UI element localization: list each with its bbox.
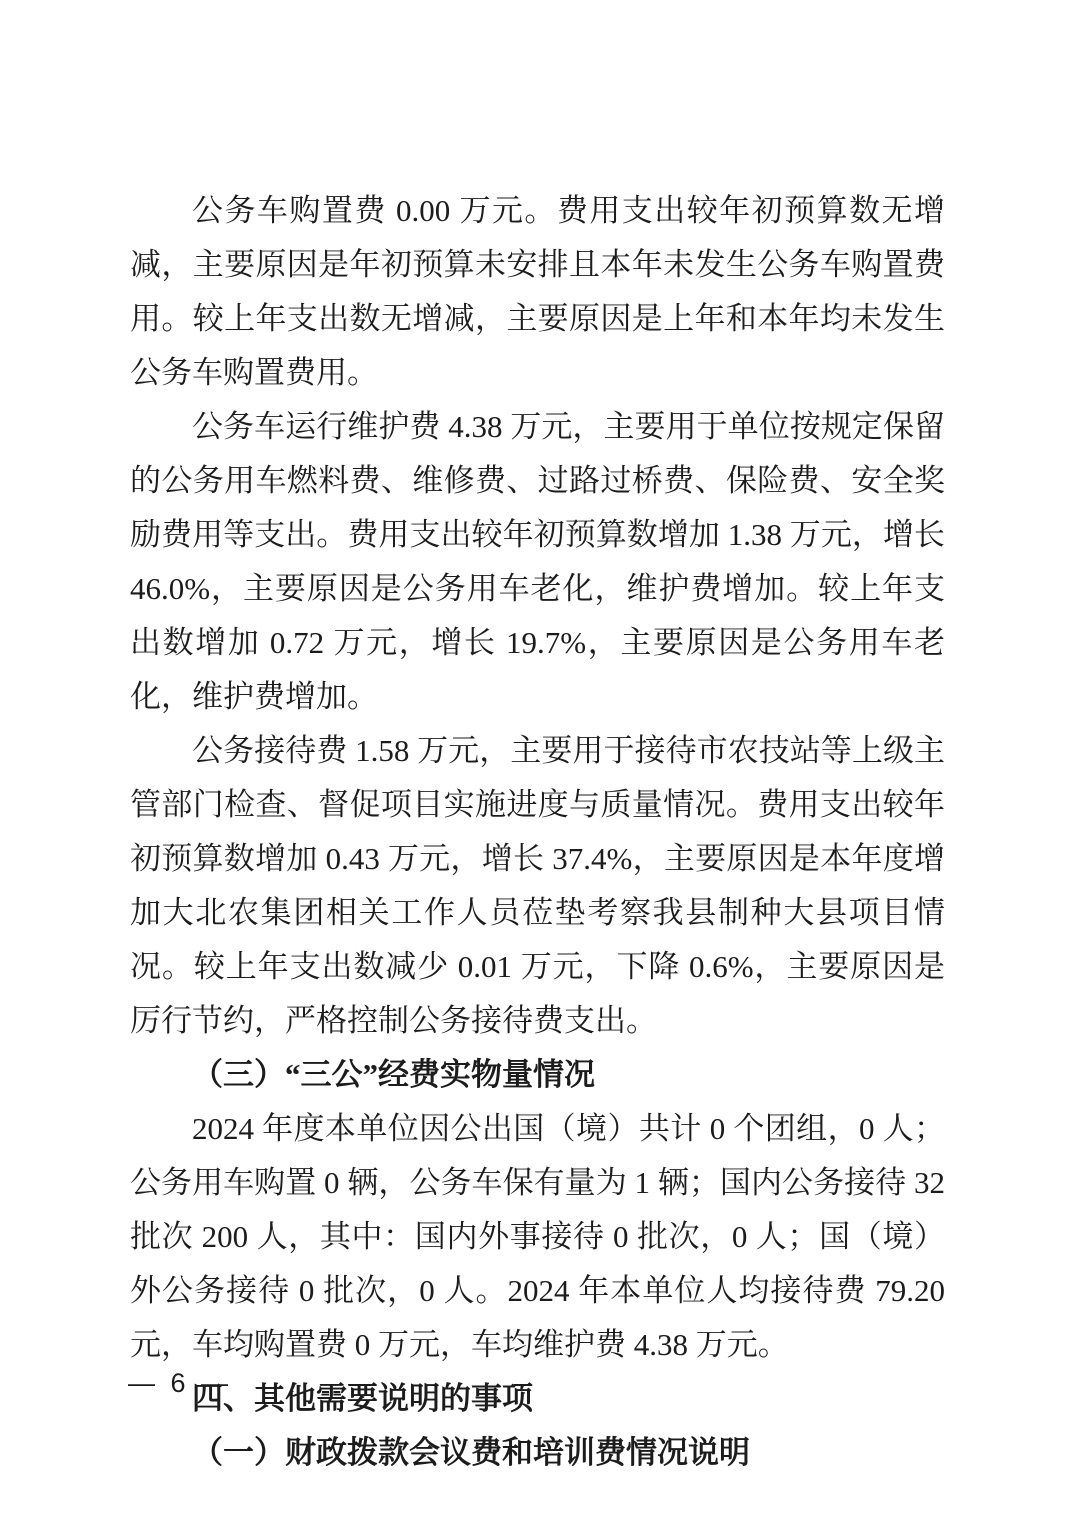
subsection-heading-meeting-training-fee: （一）财政拨款会议费和培训费情况说明 xyxy=(192,1435,750,1470)
paragraph-physical-quantity-details: 2024 年度本单位因公出国（境）共计 0 个团组，0 人；公务用车购置 0 辆，公务车保有量为 1 辆；国内公务接待 32 批次 200 人，其中：国内外事接待 0 批次，0 人；国（境）外公务接待 0 批次，0 人。2024 年本单位人均接待费 79.20 元，车均购置费 0 万元，车均维护费 4.38 万元。 xyxy=(130,1111,945,1362)
section-heading-other-items: 四、其他需要说明的事项 xyxy=(192,1381,533,1416)
paragraph-official-reception-fee: 公务接待费 1.58 万元，主要用于接待市农技站等上级主管部门检查、督促项目实施进度与质量情况。费用支出较年初预算数增加 0.43 万元，增长 37.4%，主要原因是本年度增加大北农集团相关工作人员莅垫考察我县制种大县项目情况。较上年支出数减少 0.01 万元，下降 0.6%，主要原因是厉行节约，严格控制公务接待费支出。 xyxy=(130,733,945,1038)
page-number: — 6 — xyxy=(128,1368,233,1398)
paragraph-vehicle-maintenance-fee: 公务车运行维护费 4.38 万元，主要用于单位按规定保留的公务用车燃料费、维修费、过路过桥费、保险费、安全奖励费用等支出。费用支出较年初预算数增加 1.38 万元，增长 46.0%，主要原因是公务用车老化，维护费增加。较上年支出数增加 0.72 万元，增长 19.7%，主要原因是公务用车老化，维护费增加。 xyxy=(130,409,945,714)
paragraph-vehicle-purchase-fee: 公务车购置费 0.00 万元。费用支出较年初预算数无增减，主要原因是年初预算未安排且本年未发生公务车购置费用。较上年支出数无增减，主要原因是上年和本年均未发生公务车购置费用。 xyxy=(130,193,945,390)
document-body xyxy=(130,184,945,1480)
section-heading-three-public-physical-quantity: （三）“三公”经费实物量情况 xyxy=(192,1057,595,1092)
